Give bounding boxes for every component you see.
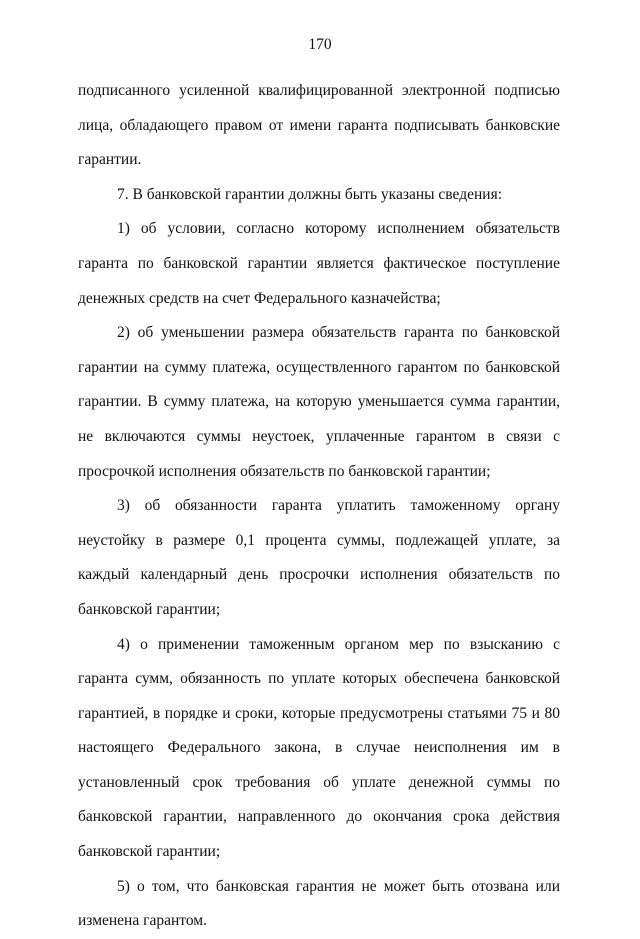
paragraph-item-3: 3) об обязанности гаранта уплатить таможенному органу неустойку в размере 0,1 процента суммы, подлежащей уплате, за каждый календарный день просрочки исполнения обязательств по банковской гарантии; — [78, 497, 560, 618]
document-body — [78, 74, 560, 939]
paragraph-item-1: 1) об условии, согласно которому исполнением обязательств гаранта по банковской гарантии является фактическое поступление денежных средств на счет Федерального казначейства; — [78, 220, 560, 307]
paragraph-item-2: 2) об уменьшении размера обязательств гаранта по банковской гарантии на сумму платежа, осуществленного гарантом по банковской гарантии. В сумму платежа, на которую уменьшается сумма гарантии, не включаются суммы неустоек, уплаченные гарантом в связи с просрочкой исполнения обязательств по банковской гарантии; — [78, 324, 560, 480]
paragraph-item-4: 4) о применении таможенным органом мер по взысканию с гаранта сумм, обязанность по уплате которых обеспечена банковской гарантией, в порядке и сроки, которые предусмотрены статьями 75 и 80 настоящего Федерального закона, в случае неисполнения им в установленный срок требования об уплате денежной суммы по банковской гарантии, направленного до окончания срока действия банковской гарантии; — [78, 635, 560, 861]
paragraph-item-5: 5) о том, что банковская гарантия не может быть отозвана или изменена гарантом. — [78, 877, 560, 930]
paragraph-section-7: 7. В банковской гарантии должны быть указаны сведения: — [117, 185, 503, 203]
paragraph-continuation: подписанного усиленной квалифицированной электронной подписью лица, обладающего правом от имени гаранта подписывать банковские гарантии. — [78, 82, 560, 169]
page-number: 170 — [308, 36, 332, 53]
